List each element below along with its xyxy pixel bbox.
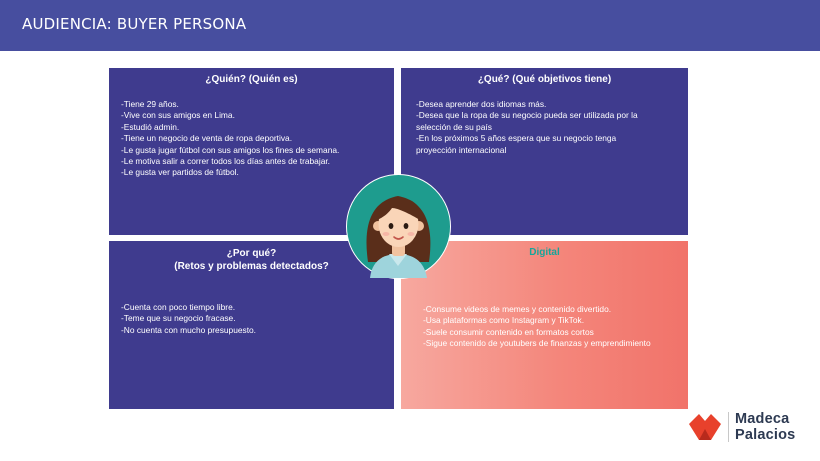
list-item: -No cuenta con mucho presupuesto. xyxy=(121,324,257,335)
logo-line2: Palacios xyxy=(735,427,796,443)
madeca-logo-icon xyxy=(687,412,723,442)
logo-divider xyxy=(728,412,729,442)
digital-title: Digital xyxy=(529,247,560,258)
list-item: -Suele consumir contenido en formatos cortos xyxy=(423,326,594,337)
list-item: -Teme que su negocio fracase. xyxy=(121,313,236,324)
logo-text xyxy=(735,411,795,443)
who-list xyxy=(121,99,386,179)
what-title: ¿Qué? (Qué objetivos tiene) xyxy=(477,74,612,85)
digital-list xyxy=(423,304,685,350)
list-item: -Cuenta con poco tiempo libre. xyxy=(121,302,236,312)
list-item: -Usa plataformas como Instagram y TikTok. xyxy=(423,315,585,326)
list-item: -Estudió admin. xyxy=(121,121,180,132)
why-title-line2: (Retos y problemas detectados? xyxy=(174,261,329,272)
list-item: -Le gusta jugar fútbol con sus amigos los fines de semana. xyxy=(121,144,340,155)
list-item: -Tiene un negocio de venta de ropa deportiva. xyxy=(121,133,293,144)
page-title: AUDIENCIA: BUYER PERSONA xyxy=(22,15,247,33)
list-item: -Le gusta ver partidos de fútbol. xyxy=(121,167,239,178)
list-item: -Sigue contenido de youtubers de finanzas y emprendimiento xyxy=(423,338,651,349)
what-list xyxy=(416,99,681,156)
logo-line1: Madeca xyxy=(735,411,790,427)
header-bar xyxy=(0,0,820,51)
who-title: ¿Quién? (Quién es) xyxy=(205,74,298,85)
list-item: selección de su país xyxy=(416,121,492,132)
list-item: -Tiene 29 años. xyxy=(121,99,179,109)
list-item: -Desea aprender dos idiomas más. xyxy=(416,99,547,109)
why-title-line1: ¿Por qué? xyxy=(226,248,277,259)
why-list xyxy=(121,302,386,336)
list-item: -Consume videos de memes y contenido divertido. xyxy=(423,304,612,314)
list-item: -Desea que la ropa de su negocio pueda ser utilizada por la xyxy=(416,110,638,121)
madeca-logo xyxy=(687,410,807,444)
list-item: -En los próximos 5 años espera que su negocio tenga xyxy=(416,133,617,144)
woman-avatar-icon xyxy=(346,174,451,279)
list-item: -Le motiva salir a correr todos los días antes de trabajar. xyxy=(121,156,331,167)
list-item: proyección internacional xyxy=(416,144,507,155)
list-item: -Vive con sus amigos en Lima. xyxy=(121,110,235,121)
